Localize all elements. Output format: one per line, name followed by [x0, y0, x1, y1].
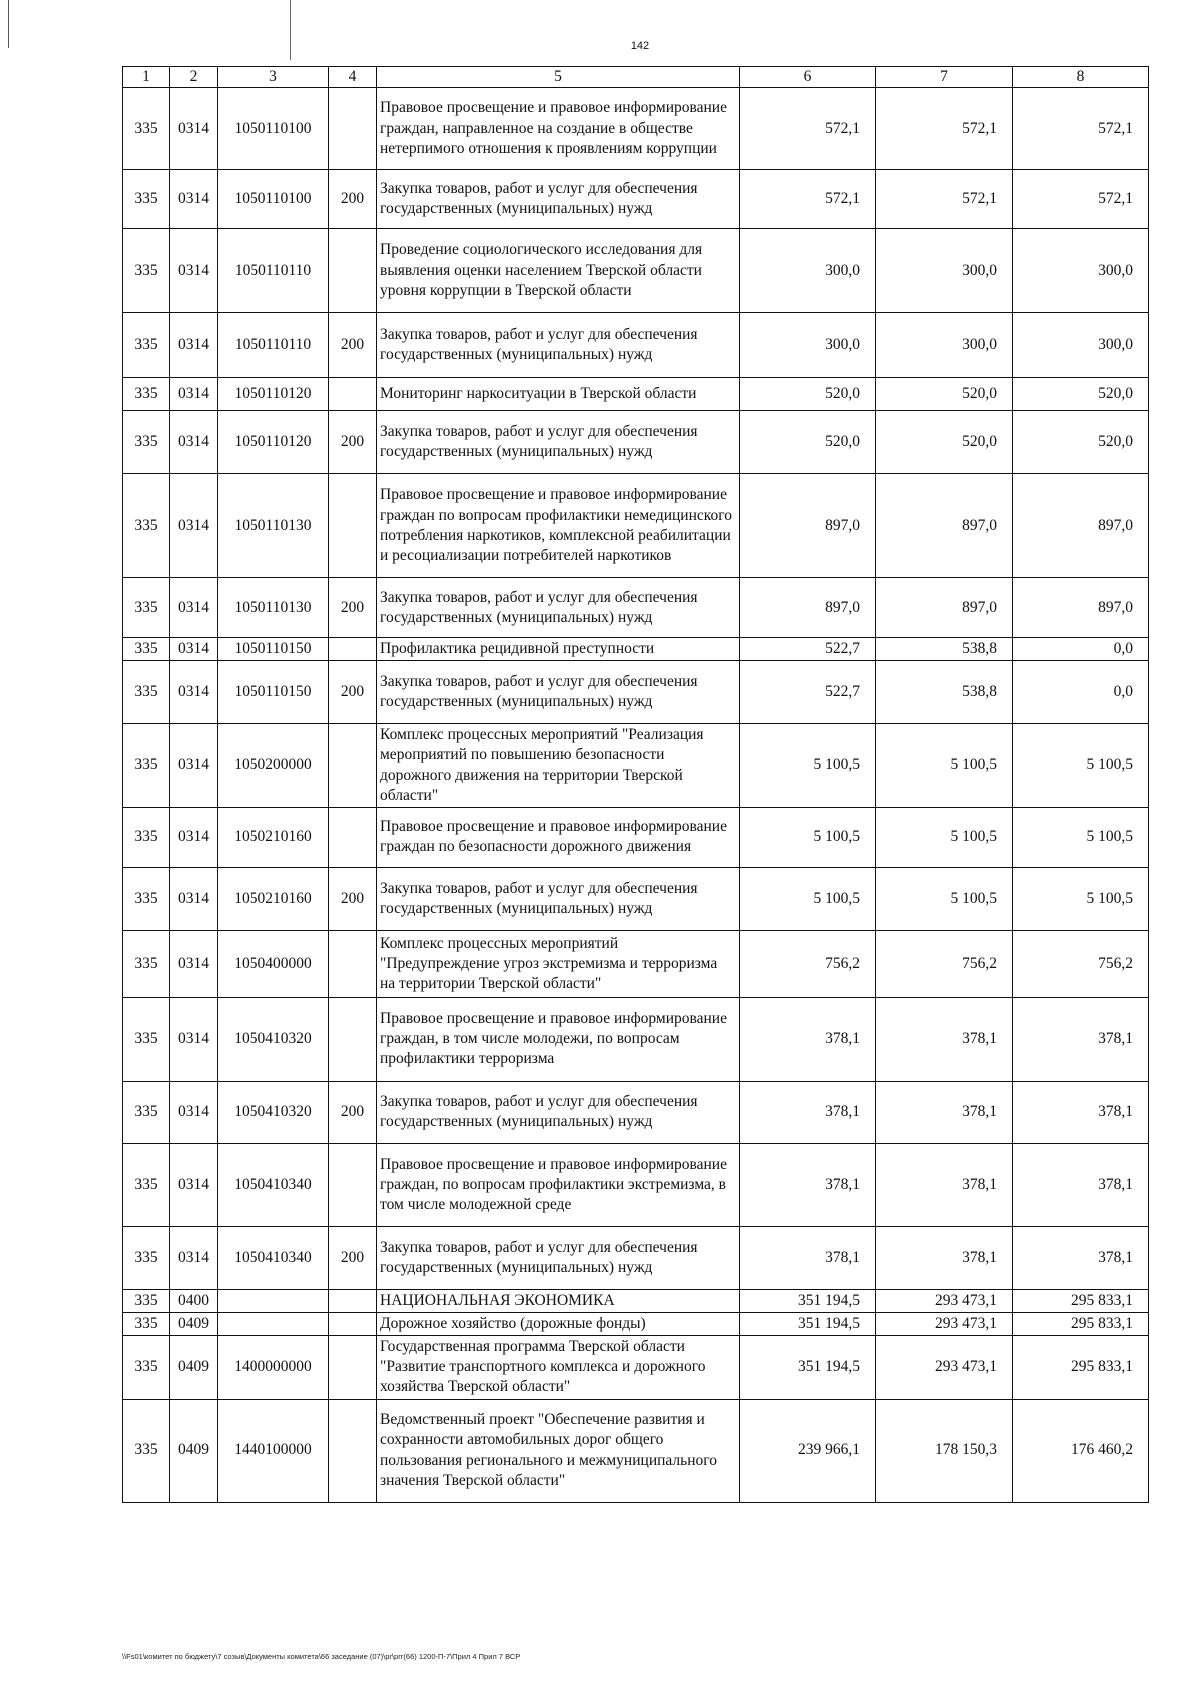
cell-target-article — [218, 1312, 329, 1335]
cell-amount-col7: 378,1 — [876, 1143, 1013, 1226]
cell-amount-col8: 378,1 — [1013, 1226, 1149, 1289]
cell-ministry-code: 335 — [123, 1399, 170, 1502]
cell-amount-col7: 378,1 — [876, 1081, 1013, 1143]
cell-target-article: 1440100000 — [218, 1399, 329, 1502]
table-row — [123, 1143, 1149, 1226]
cell-target-article: 1050200000 — [218, 724, 329, 808]
cell-target-article: 1050410320 — [218, 997, 329, 1081]
cell-description: Проведение социологического исследования для выявления оценки населением Тверской области уровня коррупции в Тверской области — [377, 229, 740, 313]
cell-ministry-code: 335 — [123, 867, 170, 930]
cell-section-code: 0409 — [170, 1399, 218, 1502]
cell-target-article: 1050110110 — [218, 229, 329, 313]
cell-description: Закупка товаров, работ и услуг для обеспечения государственных (муниципальных) нужд — [377, 411, 740, 474]
cell-description: Правовое просвещение и правовое информирование граждан, по вопросам профилактики экстремизма, в том числе молодежной среде — [377, 1143, 740, 1226]
cell-target-article: 1050400000 — [218, 930, 329, 997]
table-row — [123, 930, 1149, 997]
column-header: 6 — [740, 67, 876, 88]
cell-expense-type — [329, 474, 377, 578]
cell-description: Правовое просвещение и правовое информирование граждан по вопросам профилактики немедицинского потребления наркотиков, комплексной реабилитации и ресоциализации потребителей наркотиков — [377, 474, 740, 578]
cell-amount-col8: 295 833,1 — [1013, 1312, 1149, 1335]
cell-ministry-code: 335 — [123, 1143, 170, 1226]
cell-target-article: 1400000000 — [218, 1336, 329, 1399]
cell-section-code: 0400 — [170, 1289, 218, 1312]
cell-amount-col8: 897,0 — [1013, 578, 1149, 638]
cell-section-code: 0314 — [170, 88, 218, 170]
table-row — [123, 229, 1149, 313]
column-header: 2 — [170, 67, 218, 88]
cell-section-code: 0409 — [170, 1312, 218, 1335]
cell-amount-col8: 5 100,5 — [1013, 724, 1149, 808]
table-row — [123, 170, 1149, 229]
cell-expense-type: 200 — [329, 1081, 377, 1143]
cell-amount-col7: 538,8 — [876, 661, 1013, 724]
table-header-row — [123, 67, 1149, 88]
column-header: 7 — [876, 67, 1013, 88]
cell-section-code: 0409 — [170, 1336, 218, 1399]
cell-description: Комплекс процессных мероприятий "Реализация мероприятий по повышению безопасности дорожного движения на территории Тверской области" — [377, 724, 740, 808]
cell-amount-col6: 378,1 — [740, 997, 876, 1081]
cell-amount-col6: 351 194,5 — [740, 1312, 876, 1335]
cell-description: Правовое просвещение и правовое информирование граждан по безопасности дорожного движения — [377, 807, 740, 867]
cell-description: Правовое просвещение и правовое информирование граждан, в том числе молодежи, по вопросам профилактики терроризма — [377, 997, 740, 1081]
cell-amount-col8: 520,0 — [1013, 378, 1149, 411]
table-row — [123, 411, 1149, 474]
cell-amount-col6: 5 100,5 — [740, 807, 876, 867]
cell-amount-col7: 897,0 — [876, 474, 1013, 578]
cell-amount-col6: 897,0 — [740, 474, 876, 578]
cell-section-code: 0314 — [170, 1143, 218, 1226]
cell-section-code: 0314 — [170, 578, 218, 638]
cell-ministry-code: 335 — [123, 229, 170, 313]
table-row — [123, 997, 1149, 1081]
cell-amount-col8: 0,0 — [1013, 661, 1149, 724]
column-header: 4 — [329, 67, 377, 88]
column-header: 5 — [377, 67, 740, 88]
cell-ministry-code: 335 — [123, 411, 170, 474]
cell-description: Закупка товаров, работ и услуг для обеспечения государственных (муниципальных) нужд — [377, 313, 740, 378]
table-row — [123, 807, 1149, 867]
cell-target-article: 1050110130 — [218, 578, 329, 638]
cell-amount-col6: 239 966,1 — [740, 1399, 876, 1502]
cell-amount-col7: 378,1 — [876, 1226, 1013, 1289]
cell-ministry-code: 335 — [123, 1226, 170, 1289]
cell-description: Мониторинг наркоситуации в Тверской области — [377, 378, 740, 411]
cell-amount-col7: 538,8 — [876, 638, 1013, 661]
cell-expense-type — [329, 378, 377, 411]
cell-amount-col7: 300,0 — [876, 229, 1013, 313]
cell-amount-col8: 176 460,2 — [1013, 1399, 1149, 1502]
cell-target-article: 1050410320 — [218, 1081, 329, 1143]
cell-section-code: 0314 — [170, 867, 218, 930]
cell-amount-col6: 572,1 — [740, 88, 876, 170]
cell-amount-col8: 378,1 — [1013, 1143, 1149, 1226]
table-body — [123, 88, 1149, 1502]
cell-amount-col8: 520,0 — [1013, 411, 1149, 474]
cell-ministry-code: 335 — [123, 474, 170, 578]
cell-target-article: 1050110130 — [218, 474, 329, 578]
cell-amount-col6: 756,2 — [740, 930, 876, 997]
cell-amount-col7: 756,2 — [876, 930, 1013, 997]
table-row — [123, 1312, 1149, 1335]
cell-amount-col6: 5 100,5 — [740, 867, 876, 930]
cell-amount-col8: 572,1 — [1013, 88, 1149, 170]
cell-amount-col6: 522,7 — [740, 638, 876, 661]
cell-description: Государственная программа Тверской области "Развитие транспортного комплекса и дорожного хозяйства Тверской области" — [377, 1336, 740, 1399]
cell-description: Закупка товаров, работ и услуг для обеспечения государственных (муниципальных) нужд — [377, 1081, 740, 1143]
cell-expense-type — [329, 1289, 377, 1312]
cell-expense-type: 200 — [329, 313, 377, 378]
cell-amount-col7: 572,1 — [876, 170, 1013, 229]
cell-amount-col7: 520,0 — [876, 378, 1013, 411]
cell-section-code: 0314 — [170, 378, 218, 411]
table-row — [123, 378, 1149, 411]
cell-target-article: 1050110120 — [218, 378, 329, 411]
cell-amount-col6: 897,0 — [740, 578, 876, 638]
cell-amount-col8: 0,0 — [1013, 638, 1149, 661]
cell-target-article: 1050410340 — [218, 1226, 329, 1289]
cell-description: Дорожное хозяйство (дорожные фонды) — [377, 1312, 740, 1335]
cell-amount-col8: 378,1 — [1013, 1081, 1149, 1143]
cell-section-code: 0314 — [170, 313, 218, 378]
cell-description: Закупка товаров, работ и услуг для обеспечения государственных (муниципальных) нужд — [377, 170, 740, 229]
cell-expense-type: 200 — [329, 170, 377, 229]
cell-description: Закупка товаров, работ и услуг для обеспечения государственных (муниципальных) нужд — [377, 578, 740, 638]
cell-expense-type — [329, 807, 377, 867]
table-row — [123, 1226, 1149, 1289]
cell-ministry-code: 335 — [123, 578, 170, 638]
cell-description: Профилактика рецидивной преступности — [377, 638, 740, 661]
page-number: 142 — [630, 40, 650, 52]
cell-section-code: 0314 — [170, 930, 218, 997]
cell-expense-type — [329, 1336, 377, 1399]
cell-section-code: 0314 — [170, 229, 218, 313]
cell-expense-type — [329, 229, 377, 313]
table-row — [123, 661, 1149, 724]
table-row — [123, 1289, 1149, 1312]
cell-ministry-code: 335 — [123, 170, 170, 229]
cell-amount-col8: 5 100,5 — [1013, 807, 1149, 867]
cell-ministry-code: 335 — [123, 378, 170, 411]
column-header: 8 — [1013, 67, 1149, 88]
cell-amount-col8: 756,2 — [1013, 930, 1149, 997]
cell-description: Комплекс процессных мероприятий "Предупреждение угроз экстремизма и терроризма на территории Тверской области" — [377, 930, 740, 997]
cell-amount-col7: 178 150,3 — [876, 1399, 1013, 1502]
cell-amount-col7: 5 100,5 — [876, 807, 1013, 867]
cell-amount-col7: 897,0 — [876, 578, 1013, 638]
cell-amount-col7: 5 100,5 — [876, 724, 1013, 808]
table-row — [123, 1399, 1149, 1502]
cell-ministry-code: 335 — [123, 724, 170, 808]
cell-amount-col7: 293 473,1 — [876, 1289, 1013, 1312]
cell-target-article: 1050210160 — [218, 867, 329, 930]
cell-expense-type — [329, 1143, 377, 1226]
cell-amount-col8: 378,1 — [1013, 997, 1149, 1081]
column-header: 1 — [123, 67, 170, 88]
budget-table — [122, 66, 1149, 1503]
cell-expense-type: 200 — [329, 661, 377, 724]
cell-description: НАЦИОНАЛЬНАЯ ЭКОНОМИКА — [377, 1289, 740, 1312]
cell-target-article: 1050410340 — [218, 1143, 329, 1226]
cell-expense-type: 200 — [329, 578, 377, 638]
cell-ministry-code: 335 — [123, 1081, 170, 1143]
table-row — [123, 313, 1149, 378]
cell-amount-col8: 300,0 — [1013, 313, 1149, 378]
cell-amount-col7: 572,1 — [876, 88, 1013, 170]
cell-amount-col6: 5 100,5 — [740, 724, 876, 808]
cell-amount-col8: 5 100,5 — [1013, 867, 1149, 930]
cell-description: Закупка товаров, работ и услуг для обеспечения государственных (муниципальных) нужд — [377, 661, 740, 724]
table-row — [123, 638, 1149, 661]
cell-section-code: 0314 — [170, 807, 218, 867]
cell-target-article: 1050110150 — [218, 638, 329, 661]
cell-amount-col6: 300,0 — [740, 229, 876, 313]
cell-amount-col8: 572,1 — [1013, 170, 1149, 229]
cell-amount-col7: 300,0 — [876, 313, 1013, 378]
cell-target-article: 1050110100 — [218, 88, 329, 170]
table-row — [123, 1336, 1149, 1399]
table-row — [123, 88, 1149, 170]
cell-amount-col7: 378,1 — [876, 997, 1013, 1081]
cell-description: Правовое просвещение и правовое информирование граждан, направленное на создание в обществе нетерпимого отношения к проявлениям коррупции — [377, 88, 740, 170]
cell-amount-col6: 522,7 — [740, 661, 876, 724]
cell-ministry-code: 335 — [123, 661, 170, 724]
cell-amount-col7: 293 473,1 — [876, 1312, 1013, 1335]
file-path-footer: \\Fs01\комитет по бюджету\7 созыв\Документы комитета\66 заседание (07)\pr\prг(66) 1200-П-7\Прил 4 Прил 7 ВСР — [122, 1652, 521, 1661]
cell-section-code: 0314 — [170, 411, 218, 474]
cell-amount-col6: 520,0 — [740, 378, 876, 411]
cell-amount-col7: 293 473,1 — [876, 1336, 1013, 1399]
cell-expense-type: 200 — [329, 867, 377, 930]
cell-amount-col7: 520,0 — [876, 411, 1013, 474]
cell-expense-type: 200 — [329, 411, 377, 474]
cell-section-code: 0314 — [170, 638, 218, 661]
cell-amount-col8: 295 833,1 — [1013, 1336, 1149, 1399]
table-row — [123, 578, 1149, 638]
cell-section-code: 0314 — [170, 1226, 218, 1289]
cell-target-article: 1050210160 — [218, 807, 329, 867]
cell-amount-col8: 897,0 — [1013, 474, 1149, 578]
table-row — [123, 1081, 1149, 1143]
cell-target-article: 1050110110 — [218, 313, 329, 378]
table-row — [123, 474, 1149, 578]
cell-expense-type — [329, 997, 377, 1081]
cell-target-article: 1050110120 — [218, 411, 329, 474]
cell-expense-type — [329, 638, 377, 661]
cell-ministry-code: 335 — [123, 313, 170, 378]
cell-amount-col6: 351 194,5 — [740, 1336, 876, 1399]
column-header: 3 — [218, 67, 329, 88]
cell-amount-col6: 378,1 — [740, 1143, 876, 1226]
cell-target-article: 1050110150 — [218, 661, 329, 724]
cell-section-code: 0314 — [170, 1081, 218, 1143]
table-row — [123, 867, 1149, 930]
cell-amount-col6: 378,1 — [740, 1081, 876, 1143]
table-row — [123, 724, 1149, 808]
cell-amount-col8: 295 833,1 — [1013, 1289, 1149, 1312]
cell-amount-col6: 520,0 — [740, 411, 876, 474]
cell-expense-type: 200 — [329, 1226, 377, 1289]
cell-amount-col6: 378,1 — [740, 1226, 876, 1289]
cell-amount-col6: 300,0 — [740, 313, 876, 378]
cell-expense-type — [329, 930, 377, 997]
cell-description: Закупка товаров, работ и услуг для обеспечения государственных (муниципальных) нужд — [377, 867, 740, 930]
cell-expense-type — [329, 1312, 377, 1335]
cell-section-code: 0314 — [170, 474, 218, 578]
cell-expense-type — [329, 88, 377, 170]
cell-target-article — [218, 1289, 329, 1312]
cell-ministry-code: 335 — [123, 1289, 170, 1312]
cell-ministry-code: 335 — [123, 1336, 170, 1399]
cell-section-code: 0314 — [170, 170, 218, 229]
cell-section-code: 0314 — [170, 724, 218, 808]
cell-amount-col6: 572,1 — [740, 170, 876, 229]
cell-section-code: 0314 — [170, 997, 218, 1081]
cell-ministry-code: 335 — [123, 1312, 170, 1335]
cell-ministry-code: 335 — [123, 88, 170, 170]
cell-expense-type — [329, 1399, 377, 1502]
cell-ministry-code: 335 — [123, 997, 170, 1081]
cell-target-article: 1050110100 — [218, 170, 329, 229]
cell-amount-col6: 351 194,5 — [740, 1289, 876, 1312]
cell-section-code: 0314 — [170, 661, 218, 724]
cell-description: Ведомственный проект "Обеспечение развития и сохранности автомобильных дорог общего пользования регионального и межмуниципального значения Тверской области" — [377, 1399, 740, 1502]
cell-ministry-code: 335 — [123, 930, 170, 997]
cell-ministry-code: 335 — [123, 807, 170, 867]
cell-description: Закупка товаров, работ и услуг для обеспечения государственных (муниципальных) нужд — [377, 1226, 740, 1289]
cell-expense-type — [329, 724, 377, 808]
cell-amount-col8: 300,0 — [1013, 229, 1149, 313]
cell-ministry-code: 335 — [123, 638, 170, 661]
cell-amount-col7: 5 100,5 — [876, 867, 1013, 930]
